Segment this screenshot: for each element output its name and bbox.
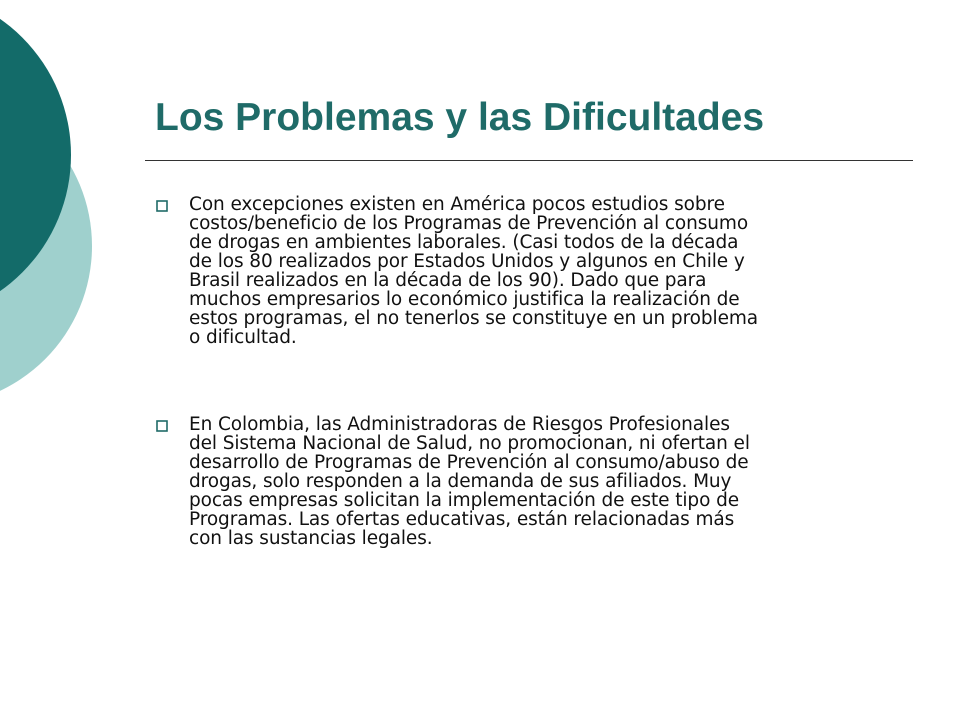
bullet-line: Con excepciones existen en América pocos estudios sobre bbox=[189, 194, 725, 215]
hollow-square-bullet-icon bbox=[155, 419, 169, 433]
hollow-square-bullet-icon bbox=[155, 199, 169, 213]
bullet-item bbox=[155, 195, 905, 347]
bullet-line: con las sustancias legales. bbox=[189, 528, 433, 549]
bullet-line: desarrollo de Programas de Prevención al consumo/abuso de bbox=[189, 452, 749, 473]
bullet-line: Programas. Las ofertas educativas, están relacionadas más bbox=[189, 509, 735, 530]
bullet-list bbox=[155, 195, 905, 548]
bullet-line: drogas, solo responden a la demanda de sus afiliados. Muy bbox=[189, 471, 732, 492]
bullet-text bbox=[189, 195, 905, 347]
slide-title: Los Problemas y las Dificultades bbox=[155, 96, 765, 139]
bullet-line: En Colombia, las Administradoras de Riesgos Profesionales bbox=[189, 414, 730, 435]
bullet-text bbox=[189, 415, 905, 548]
bullet-line: Brasil realizados en la década de los 90). Dado que para bbox=[189, 270, 707, 291]
title-divider bbox=[145, 160, 913, 161]
decorative-circles bbox=[0, 0, 120, 400]
bullet-line: de drogas en ambientes laborales. (Casi todos de la década bbox=[189, 232, 739, 253]
bullet-line: del Sistema Nacional de Salud, no promocionan, ni ofertan el bbox=[189, 433, 750, 454]
bullet-line: muchos empresarios lo económico justifica la realización de bbox=[189, 289, 740, 310]
bullet-line: de los 80 realizados por Estados Unidos y algunos en Chile y bbox=[189, 251, 745, 272]
bullet-line: o dificultad. bbox=[189, 327, 297, 348]
bullet-item bbox=[155, 415, 905, 548]
bullet-line: estos programas, el no tenerlos se constituye en un problema bbox=[189, 308, 759, 329]
bullet-line: costos/beneficio de los Programas de Prevención al consumo bbox=[189, 213, 749, 234]
bullet-line: pocas empresas solicitan la implementación de este tipo de bbox=[189, 490, 739, 511]
